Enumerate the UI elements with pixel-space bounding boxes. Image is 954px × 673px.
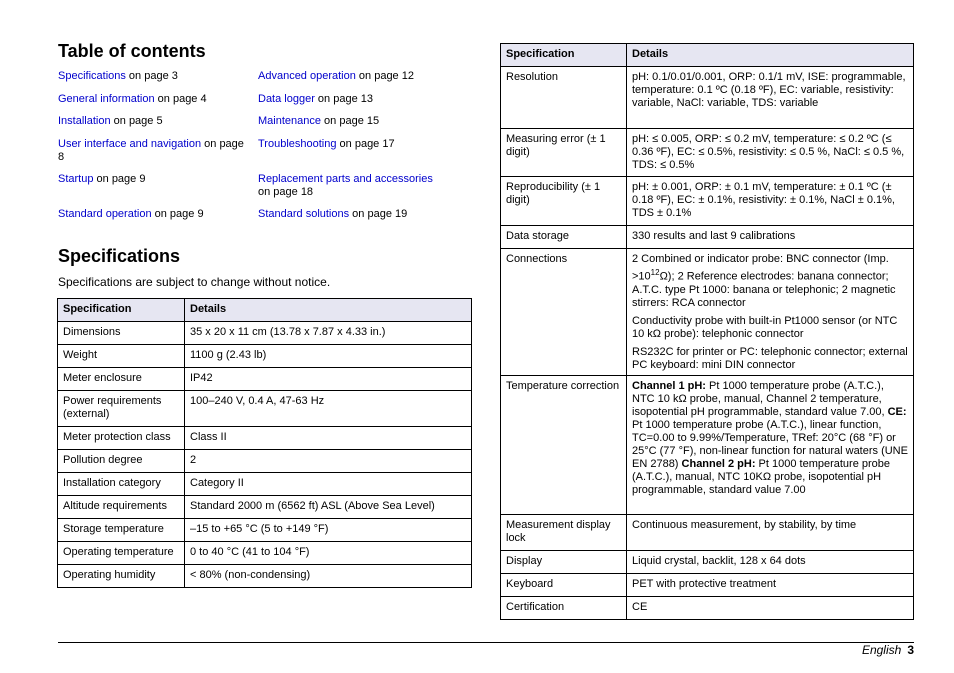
col-header-specification: Specification: [501, 44, 627, 67]
toc-link-maintenance[interactable]: Maintenance: [258, 115, 321, 127]
toc-entry: Standard solutions on page 19: [258, 208, 408, 220]
toc-link-replacement-parts[interactable]: Replacement parts and accessories: [258, 173, 433, 185]
table-row: Storage temperature –15 to +65 °C (5 to +149 °F): [58, 519, 472, 542]
toc-link-advanced-operation[interactable]: Advanced operation: [258, 70, 356, 82]
table-row: Meter enclosure IP42: [58, 368, 472, 391]
toc-link-data-logger[interactable]: Data logger: [258, 93, 315, 105]
table-row: Operating temperature 0 to 40 °C (41 to 104 °F): [58, 542, 472, 565]
table-row: Pollution degree 2: [58, 450, 472, 473]
toc-entry: Specifications on page 3: [58, 70, 178, 82]
table-row: Reproducibility (± 1 digit) pH: ± 0.001, ORP: ± 0.1 mV, temperature: ± 0.1 ºC (± 0.18 ºF), EC: ± 0.1%, resistivity: ± 0.1%, NaCl ± 0.1%, TDS ± 0.1%: [501, 177, 914, 226]
col-header-specification: Specification: [58, 299, 185, 322]
table-row: Keyboard PET with protective treatment: [501, 573, 914, 596]
toc-link-installation[interactable]: Installation: [58, 115, 111, 127]
table-row: Resolution pH: 0.1/0.01/0.001, ORP: 0.1/1 mV, ISE: programmable, temperature: 0.1 ºC (0.18 ºF), EC: variable, resistivity: variable, NaCl: variable, TDS: variable: [501, 67, 914, 129]
table-row: Data storage 330 results and last 9 calibrations: [501, 226, 914, 249]
toc-entry: Installation on page 5: [58, 115, 163, 127]
toc-link-specifications[interactable]: Specifications: [58, 70, 126, 82]
toc-link-user-interface[interactable]: User interface and navigation: [58, 138, 202, 150]
table-row: Measurement display lock Continuous measurement, by stability, by time: [501, 514, 914, 550]
spec-table-right: [500, 43, 914, 620]
toc-title: Table of contents: [58, 41, 206, 61]
table-row: Temperature correction Channel 1 pH: Pt 1000 temperature probe (A.T.C.), NTC 10 kΩ probe, manual, Channel 2 temperature, isopotential pH programmable, standard value 7.00, CE: Pt 1000 temperature probe (A.T.C.), linear function, TC=0.00 to 9.99%/Temperature, TRef: 20°C (68 °F) or 25°C (77 °F), non-linear function for natural waters (UNE EN 2788) Channel 2 pH: Pt 1000 temperature probe (A.T.C.), manual, NTC 10KΩ probe, isopotential pH programmable, standard value 7.00: [501, 375, 914, 514]
specifications-note: Specifications are subject to change without notice.: [58, 275, 331, 289]
toc-link-standard-operation[interactable]: Standard operation: [58, 208, 152, 220]
footer-language: English: [861, 643, 902, 657]
toc-list: [58, 70, 478, 228]
table-row: Certification CE: [501, 596, 914, 619]
table-row: Meter protection class Class II: [58, 427, 472, 450]
footer-divider: [58, 642, 914, 643]
page-number: 3: [907, 643, 914, 657]
toc-entry: Advanced operation on page 12: [258, 70, 414, 82]
col-header-details: Details: [627, 44, 914, 67]
table-row: Altitude requirements Standard 2000 m (6562 ft) ASL (Above Sea Level): [58, 496, 472, 519]
table-row: Operating humidity < 80% (non-condensing): [58, 565, 472, 588]
table-row: Dimensions 35 x 20 x 11 cm (13.78 x 7.87 x 4.33 in.): [58, 322, 472, 345]
page-footer: [862, 643, 914, 657]
toc-entry: Data logger on page 13: [258, 93, 373, 105]
toc-entry: Replacement parts and accessories on page 18: [258, 173, 433, 198]
spec-table-left: [57, 298, 472, 588]
toc-link-general-information[interactable]: General information: [58, 93, 155, 105]
toc-entry: Troubleshooting on page 17: [258, 138, 395, 150]
table-row: Power requirements (external) 100–240 V, 0.4 A, 47-63 Hz: [58, 391, 472, 427]
toc-entry: User interface and navigation on page 8: [58, 138, 244, 163]
toc-entry: Maintenance on page 15: [258, 115, 380, 127]
toc-link-startup[interactable]: Startup: [58, 173, 94, 185]
table-row: Measuring error (± 1 digit) pH: ≤ 0.005, ORP: ≤ 0.2 mV, temperature: ≤ 0.2 ºC (≤ 0.36 ºF), EC: ≤ 0.5%, resistivity: ≤ 0.5 %, NaCl: ≤ 0.5 %, TDS: ≤ 0.5%: [501, 129, 914, 177]
table-row: Installation category Category II: [58, 473, 472, 496]
toc-entry: Startup on page 9: [58, 173, 146, 185]
col-header-details: Details: [185, 299, 472, 322]
table-row: Connections 2 Combined or indicator probe: BNC connector (Imp. $>10^{12}\Omega$); 2 Reference electrodes: banana connector; A.T.C. type Pt 1000: banana or telephonic; 2 magnetic stirrers: RCA connector Conductivity probe with built-in Pt1000 sensor (or NTC 10 kΩ probe): telephonic connector RS232C for printer or PC: telephonic connector; external PC keyboard: mini DIN connector: [501, 249, 914, 376]
table-row: Display Liquid crystal, backlit, 128 x 64 dots: [501, 550, 914, 573]
toc-entry: Standard operation on page 9: [58, 208, 204, 220]
toc-link-standard-solutions[interactable]: Standard solutions: [258, 208, 350, 220]
specifications-heading: Specifications: [58, 246, 181, 266]
toc-entry: General information on page 4: [58, 93, 207, 105]
table-row: Weight 1100 g (2.43 lb): [58, 345, 472, 368]
toc-link-troubleshooting[interactable]: Troubleshooting: [258, 138, 337, 150]
